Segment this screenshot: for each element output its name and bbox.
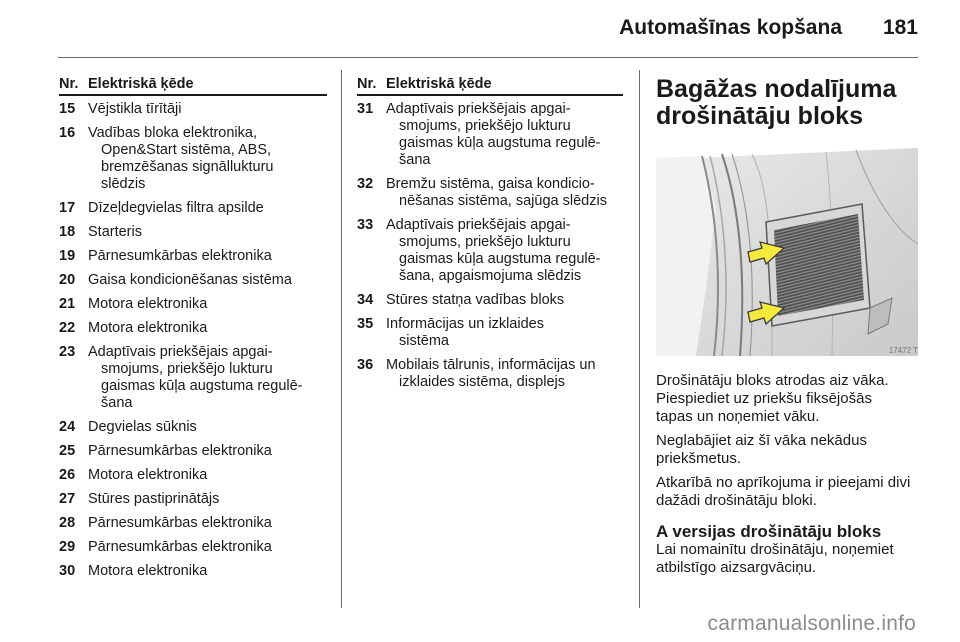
text-line: smojums, priekšējo lukturu	[101, 361, 273, 377]
text-line: Stūres pastiprinātājs	[88, 491, 220, 507]
table-row	[59, 443, 327, 460]
text-line: slēdzis	[101, 176, 146, 192]
text-line: Starteris	[88, 224, 142, 240]
column-nr-header: Nr.	[59, 76, 79, 92]
subsection-title: A versijas drošinātāju bloks	[656, 522, 882, 541]
paragraph	[656, 474, 922, 510]
table-row	[59, 200, 327, 217]
table-row	[357, 101, 623, 169]
text-line: Atkarībā no aprīkojuma ir pieejami divi	[656, 474, 911, 491]
fuse-number: 22	[59, 320, 76, 336]
table-row	[59, 539, 327, 556]
text-line: Neglabājiet aiz šī vāka nekādus	[656, 432, 867, 449]
fuse-number: 15	[59, 101, 76, 117]
circuit-description	[88, 224, 327, 241]
text-line: dažādi drošinātāju bloki.	[656, 492, 817, 509]
text-line: Pārnesumkārbas elektronika	[88, 248, 272, 264]
fuse-number: 29	[59, 539, 76, 555]
column-nr-header: Nr.	[357, 76, 377, 92]
text-line: Motora elektronika	[88, 467, 208, 483]
column-circuit-header: Elektriskā ķēde	[386, 76, 492, 92]
text-line: bremzēšanas signāllukturu	[101, 159, 274, 175]
table-row	[59, 344, 327, 412]
section-title-line: Bagāžas nodalījuma	[656, 75, 897, 103]
fuse-number: 21	[59, 296, 76, 312]
table-rows	[59, 101, 327, 580]
watermark: carmanualsonline.info	[707, 612, 916, 635]
text-line: tapas un noņemiet vāku.	[656, 408, 820, 425]
table-row	[357, 357, 623, 391]
table-row	[59, 101, 327, 118]
fuse-number: 30	[59, 563, 76, 579]
text-line: Informācijas un izklaides	[386, 316, 544, 332]
table-row	[357, 176, 623, 210]
text-line: Open&Start sistēma, ABS,	[101, 142, 272, 158]
table-row	[59, 272, 327, 289]
text-line: Adaptīvais priekšējais apgai-	[386, 217, 571, 233]
table-header	[357, 76, 623, 96]
table-row	[357, 316, 623, 350]
fuse-number: 27	[59, 491, 76, 507]
circuit-description	[386, 357, 623, 391]
circuit-description	[88, 515, 327, 532]
table-row	[59, 248, 327, 265]
table-row	[59, 224, 327, 241]
page-number: 181	[882, 16, 918, 39]
text-line: atbilstīgo aizsargvāciņu.	[656, 559, 817, 576]
paragraph	[656, 432, 922, 468]
circuit-description	[386, 101, 623, 169]
circuit-description	[88, 419, 327, 436]
text-line: Gaisa kondicionēšanas sistēma	[88, 272, 292, 288]
text-line: Adaptīvais priekšējais apgai-	[386, 101, 571, 117]
text-line: šana	[101, 395, 133, 411]
circuit-description	[88, 248, 327, 265]
fuse-number: 16	[59, 125, 76, 141]
fuse-number: 28	[59, 515, 76, 531]
table-row	[357, 292, 623, 309]
text-line: izklaides sistēma, displejs	[399, 374, 566, 390]
circuit-description	[88, 200, 327, 217]
circuit-description	[386, 176, 623, 210]
section-title-line: drošinātāju bloks	[656, 102, 863, 130]
text-line: šana	[399, 152, 431, 168]
text-line: Pārnesumkārbas elektronika	[88, 539, 272, 555]
fuse-number: 20	[59, 272, 76, 288]
text-line: sistēma	[399, 333, 449, 349]
fuse-box-illustration	[656, 148, 920, 356]
circuit-description	[88, 539, 327, 556]
circuit-description	[88, 101, 327, 118]
table-row	[59, 125, 327, 193]
text-line: Mobilais tālrunis, informācijas un	[386, 357, 596, 373]
table-row	[59, 296, 327, 313]
fuse-number: 19	[59, 248, 76, 264]
paragraph	[656, 541, 922, 577]
fuse-number: 18	[59, 224, 76, 240]
table-row	[59, 419, 327, 436]
header-divider	[58, 57, 918, 58]
table-row	[59, 491, 327, 508]
table-row	[59, 467, 327, 484]
fuse-number: 25	[59, 443, 76, 459]
circuit-description	[88, 443, 327, 460]
text-line: Lai nomainītu drošinātāju, noņemiet	[656, 541, 894, 558]
circuit-description	[88, 320, 327, 337]
circuit-description	[88, 467, 327, 484]
fuse-number: 24	[59, 419, 76, 435]
circuit-description	[386, 217, 623, 285]
table-row	[59, 320, 327, 337]
column-divider	[341, 70, 342, 608]
fuse-number: 35	[357, 316, 374, 332]
circuit-description	[88, 563, 327, 580]
text-line: gaismas kūļa augstuma regulē-	[101, 378, 303, 394]
circuit-description	[88, 491, 327, 508]
fuse-number: 32	[357, 176, 374, 192]
circuit-description	[88, 125, 327, 193]
text-line: Bremžu sistēma, gaisa kondicio-	[386, 176, 595, 192]
text-line: smojums, priekšējo lukturu	[399, 118, 571, 134]
fuse-table-left	[59, 76, 327, 587]
text-line: gaismas kūļa augstuma regulē-	[399, 135, 601, 151]
fuse-number: 26	[59, 467, 76, 483]
fuse-number: 34	[357, 292, 374, 308]
text-line: nēšanas sistēma, sajūga slēdzis	[399, 193, 607, 209]
text-line: priekšmetus.	[656, 450, 742, 467]
text-line: šana, apgaismojuma slēdzis	[399, 268, 582, 284]
text-line: Dīzeļdegvielas filtra apsilde	[88, 200, 264, 216]
circuit-description	[88, 272, 327, 289]
text-line: smojums, priekšējo lukturu	[399, 234, 571, 250]
section-title	[656, 76, 922, 130]
figure-code: 17472 T	[888, 346, 918, 355]
text-line: Degvielas sūknis	[88, 419, 197, 435]
chapter-title: Automašīnas kopšana	[619, 16, 842, 39]
circuit-description	[88, 344, 327, 412]
circuit-description	[386, 292, 623, 309]
circuit-description	[88, 296, 327, 313]
page-header	[0, 0, 960, 58]
text-line: Motora elektronika	[88, 563, 208, 579]
fuse-number: 33	[357, 217, 374, 233]
fuse-number: 23	[59, 344, 76, 360]
text-line: Adaptīvais priekšējais apgai-	[88, 344, 273, 360]
table-row	[59, 563, 327, 580]
fuse-number: 17	[59, 200, 76, 216]
text-line: Pārnesumkārbas elektronika	[88, 443, 272, 459]
table-row	[357, 217, 623, 285]
fuse-number: 31	[357, 101, 374, 117]
text-line: Vadības bloka elektronika,	[88, 125, 258, 141]
table-rows	[357, 101, 623, 391]
text-line: gaismas kūļa augstuma regulē-	[399, 251, 601, 267]
column-divider	[639, 70, 640, 608]
text-line: Motora elektronika	[88, 296, 208, 312]
fuse-table-right	[357, 76, 623, 398]
text-line: Motora elektronika	[88, 320, 208, 336]
table-header	[59, 76, 327, 96]
paragraph	[656, 372, 922, 426]
trunk-fuse-section	[656, 75, 922, 577]
text-line: Stūres statņa vadības bloks	[386, 292, 565, 308]
table-row	[59, 515, 327, 532]
text-line: Drošinātāju bloks atrodas aiz vāka.	[656, 372, 889, 389]
text-line: Pārnesumkārbas elektronika	[88, 515, 272, 531]
text-line: Piespiediet uz priekšu fiksējošās	[656, 390, 872, 407]
text-line: Vējstikla tīrītāji	[88, 101, 182, 117]
circuit-description	[386, 316, 623, 350]
fuse-number: 36	[357, 357, 374, 373]
trunk-illustration	[656, 148, 920, 356]
column-circuit-header: Elektriskā ķēde	[88, 76, 194, 92]
